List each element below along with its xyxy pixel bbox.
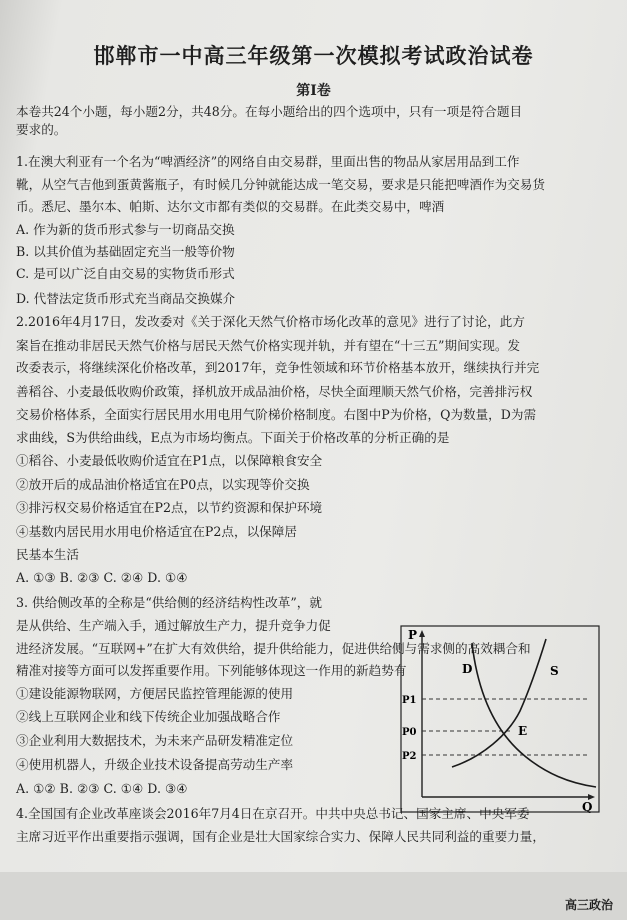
text-line: ③企业利用大数据技术，为未来产品研发精准定位 [16,733,294,748]
text-line: 案旨在推动非居民天然气价格与居民天然气价格实现并轨，并有望在“十三五”期间实现。发 [16,338,521,353]
text-line: D. 代替法定货币形式充当商品交换媒介 [16,291,236,306]
tick-p2: P2 [402,751,417,762]
tick-p0: P0 [402,727,417,738]
footer-label: 高三政治 [565,898,614,912]
demand-label: D [462,662,473,676]
text-line: 1.在澳大利亚有一个名为“啤酒经济”的网络自由交易群，里面出售的物品从家居用品到工作 [16,154,520,169]
text-line: 民基本生活 [16,547,79,562]
text-line: 求曲线，S为供给曲线，E点为市场均衡点。下面关于价格改革的分析正确的是 [16,430,450,445]
text-line: A. ①③ B. ②③ C. ②④ D. ①④ [16,570,188,585]
supply-label: S [550,664,559,678]
text-line: 靴，从空气吉他到蛋黄酱瓶子，有时候几分钟就能达成一笔交易，要求是只能把啤酒作为交易货 [16,177,545,192]
text-line: ①建设能源物联网，方便居民监控管理能源的使用 [16,686,294,701]
section-heading: 第Ⅰ卷 [296,83,331,99]
text-line: B. 以其价值为基础固定充当一般等价物 [16,244,235,259]
equilibrium-label: E [518,724,528,738]
supply-curve [452,639,546,767]
text-line: 改委表示，将继续深化价格改革，到2017年，竞争性领域和环节价格基本放开，继续执行并完 [16,360,540,375]
text-line: ①稻谷、小麦最低收购价适宜在P1点，以保障粮食安全 [16,453,323,468]
y-axis-label: P [408,628,418,642]
text-line: 交易价格体系，全面实行居民用水用电用气阶梯价格制度。右图中P为价格，Q为数量，D为需 [16,407,537,422]
text-line: 善稻谷、小麦最低收购价政策，择机放开成品油价格，尽快全面理顺天然气价格，完善排污权 [16,384,533,399]
text-line: 精准对接等方面可以发挥重要作用。下列能够体现这一作用的新趋势有 [16,663,407,678]
text-line: ④使用机器人，升级企业技术设备提高劳动生产率 [16,757,294,772]
text-line: ③排污权交易价格适宜在P2点，以节约资源和保护环境 [16,500,323,515]
chart-frame [401,626,599,812]
tick-p1: P1 [402,695,417,706]
demand-curve [472,643,596,787]
text-line: 币。悉尼、墨尔本、帕斯、达尔文市都有类似的交易群。在此类交易中，啤酒 [16,199,445,214]
text-line: ②线上互联网企业和线下传统企业加强战略合作 [16,709,281,724]
text-line: 4.全国国有企业改革座谈会2016年7月4日在京召开。中共中央总书记、国家主席、中央军委 [16,806,530,821]
text-line: ④基数内居民用水用电价格适宜在P2点，以保障居 [16,524,297,539]
footer-bar [0,872,627,920]
text-line: A. ①② B. ②③ C. ①④ D. ③④ [16,781,188,796]
text-line: C. 是可以广泛自由交易的实物货币形式 [16,266,235,281]
y-axis-arrow [419,630,425,637]
text-line: 是从供给、生产端入手，通过解放生产力，提升竞争力促 [16,618,331,633]
text-line: A. 作为新的货币形式参与一切商品交换 [16,222,235,237]
text-line: 主席习近平作出重要指示强调，国有企业是壮大国家综合实力、保障人民共同利益的重要力量， [16,829,545,844]
text-line: 3. 供给侧改革的全称是“供给侧的经济结构性改革”，就 [16,595,322,610]
text-line: ②放开后的成品油价格适宜在P0点，以实现等价交换 [16,477,310,492]
exam-title: 邯郸市一中高三年级第一次模拟考试政治试卷 [93,43,534,68]
supply-demand-chart [400,625,600,813]
text-line: 本卷共24个小题，每小题2分，共48分。在每小题给出的四个选项中，只有一项是符合题目 [16,104,523,119]
text-line: 进经济发展。“互联网+”在扩大有效供给，提升供给能力，促进供给侧与需求侧的高效耦合和 [16,641,531,656]
text-line: 要求的。 [16,122,67,137]
text-line: 2.2016年4月17日，发改委对《关于深化天然气价格市场化改革的意见》进行了讨论，此方 [16,314,525,329]
x-axis-label: Q [582,800,593,813]
